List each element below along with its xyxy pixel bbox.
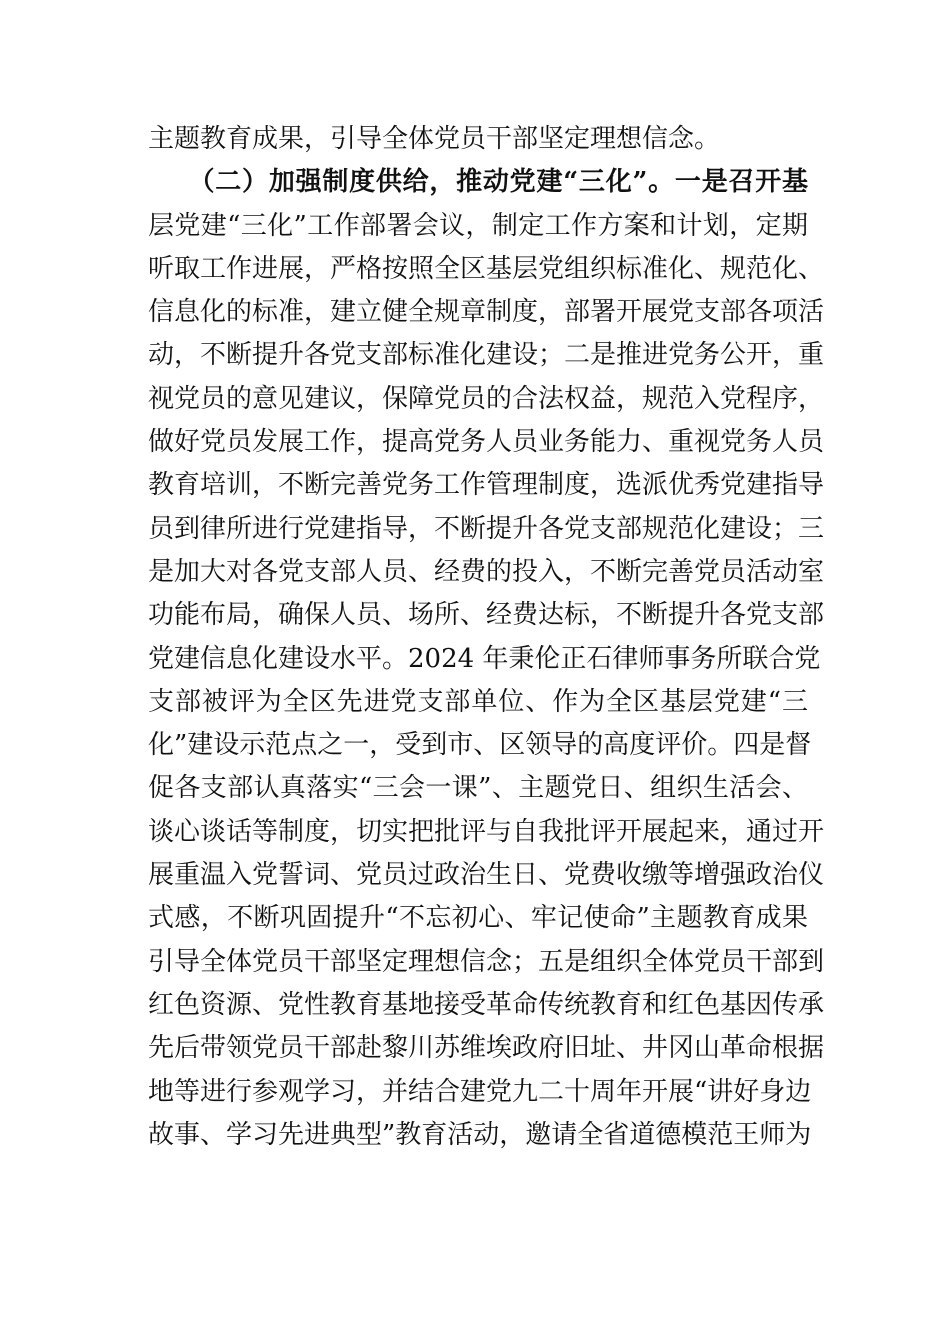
text-line: 支部被评为全区先进党支部单位、作为全区基层党建“三 [148, 686, 808, 717]
text-line: 地等进行参观学习，并结合建党九二十周年开展“讲好身边 [148, 1076, 812, 1107]
text-line: 信息化的标准，建立健全规章制度，部署开展党支部各项活 [148, 297, 825, 328]
text-line: 做好党员发展工作，提高党务人员业务能力、重视党务人员 [148, 427, 825, 458]
text-line: 展重温入党誓词、党员过政治生日、党费收缴等增强政治仪 [148, 860, 825, 891]
text-line: 党建信息化建设水平。2024 年秉伦正石律师事务所联合党 [148, 643, 821, 674]
text-line: 促各支部认真落实“三会一课”、主题党日、组织生活会、 [148, 773, 808, 804]
text-line: 教育培训，不断完善党务工作管理制度，选派优秀党建指导 [148, 470, 825, 501]
text-line: 谈心谈话等制度，切实把批评与自我批评开展起来，通过开 [148, 816, 825, 847]
text-line: 故事、学习先进典型”教育活动，邀请全省道德模范王师为 [148, 1119, 812, 1150]
text-line: 先后带领党员干部赴黎川苏维埃政府旧址、井冈山革命根据 [148, 1033, 825, 1064]
text-line: 是加大对各党支部人员、经费的投入，不断完善党员活动室 [148, 556, 825, 587]
text-line: 式感，不断巩固提升“不忘初心、牢记使命”主题教育成果 [148, 903, 808, 934]
text-line: 层党建“三化”工作部署会议，制定工作方案和计划，定期 [148, 210, 808, 241]
section-heading-line: （二）加强制度供给，推动党建“三化”。一是召开基 [148, 167, 808, 198]
body-text [148, 118, 825, 1157]
text-line: 视党员的意见建议，保障党员的合法权益，规范入党程序， [148, 383, 825, 414]
text-line: 红色资源、党性教育基地接受革命传统教育和红色基因传承 [148, 989, 825, 1020]
text-line: 动，不断提升各党支部标准化建设；二是推进党务公开，重 [148, 340, 825, 371]
text-line: 引导全体党员干部坚定理想信念；五是组织全体党员干部到 [148, 946, 825, 977]
text-line: 功能布局，确保人员、场所、经费达标，不断提升各党支部 [148, 600, 825, 631]
text-line: 主题教育成果，引导全体党员干部坚定理想信念。 [148, 124, 721, 154]
text-line: 员到律所进行党建指导，不断提升各党支部规范化建设；三 [148, 513, 825, 544]
text-line: 化”建设示范点之一，受到市、区领导的高度评价。四是督 [148, 730, 812, 761]
text-line: 听取工作进展，严格按照全区基层党组织标准化、规范化、 [148, 253, 825, 284]
